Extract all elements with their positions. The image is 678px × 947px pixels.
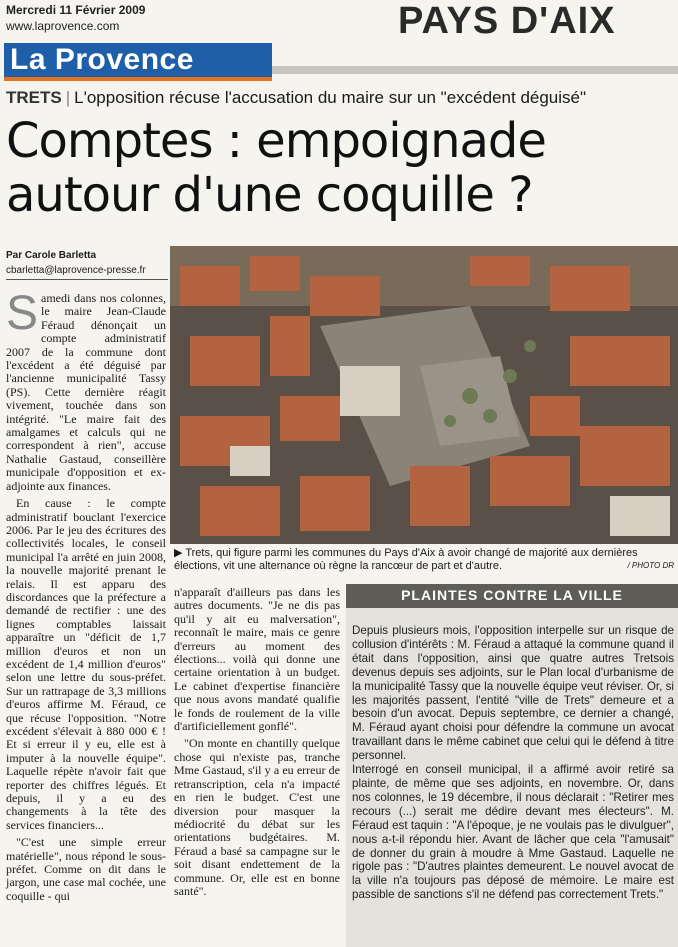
drop-cap: S [6, 287, 39, 340]
byline-rule [6, 279, 168, 280]
section-title: PAYS D'AIX [398, 0, 616, 42]
kicker [6, 88, 586, 108]
paragraph [6, 287, 166, 493]
headline [6, 114, 546, 222]
sidebar-header [346, 584, 678, 608]
headline-line-2: autour d'une coquille ? [6, 167, 533, 223]
photo-credit: / PHOTO DR [627, 561, 674, 570]
paragraph: "C'est une simple erreur matérielle", nous répond le sous-préfet. Comme on dit dans le jargon, une case mal cochée, une coquille - qui [6, 835, 166, 903]
paragraph-text: amedi dans nos colonnes, le maire Jean-Claude Féraud dénonçait un compte administratif 2007 de la commune dont l'excédent a été déguisé par l'ancienne municipalité Tassy (PS). Cette dernière réagit vivement, touchée dans son intégrité. "Le maire fait des amalgames et calculs qui ne correspondent à rien", accuse Nathalie Gastaud, conseillère municipale d'opposition et ex-adjointe aux finances. [6, 291, 166, 493]
kicker-place: TRETS [6, 88, 62, 107]
paragraph: Interrogé en conseil municipal, il a affirmé avoir retiré sa plainte, de même que ses adjoints, en novembre. Or, dans nos colonnes, le 19 décembre, il nous déclarait : "Retirer mes recours (...) serait me dédire devant mes électeurs". M. Féraud est taquin : "A l'époque, je ne voulais pas le divulguer", nous a-t-il répondu hier. Avant de lâcher que cela "l'amusait" de donner du grain à moudre à Mme Gastaud. Laquelle ne rigole pas : "D'autres plaintes demeurent. Le nouvel avocat de la ville n'a toujours pas déposé de mémoire. Le maire est passible de sanctions s'il ne défend pas correctement Trets." [352, 763, 674, 902]
headline-line-1: Comptes : empoignade [6, 113, 546, 169]
issue-date: Mercredi 11 Février 2009 [6, 3, 146, 17]
aerial-town-photo [170, 246, 678, 544]
sidebar-body [352, 624, 674, 902]
kicker-text: L'opposition récuse l'accusation du maire sur un "excédent déguisé" [74, 88, 587, 107]
author-email: cbarletta@laprovence-presse.fr [6, 265, 146, 276]
newspaper-logo: La Provence [4, 43, 272, 77]
paragraph: n'apparaît d'ailleurs pas dans les autres documents. "Je ne dis pas qu'il y ait eu malversation", reconnaît le maire, mais ce genre d'erreurs au moment des élections... voilà qui donne une certaine orientation à un budget. Le cabinet d'expertise financière que nous avons mandaté qualifie le fonds de roulement de la ville d'artificiellement gonflé". [174, 585, 340, 734]
paragraph: Depuis plusieurs mois, l'opposition interpelle sur un risque de collusion d'intérêts : M. Féraud a attaqué la commune quand il était dans l'opposition, ainsi que quatre autres Tretsois devenus depuis ses adjoints, sur le Plan local d'urbanisme de la municipalité Tassy que la nouvelle équipe veut réviser. Or, si les majorités passent, l'entité "ville de Trets" demeure et a besoin d'un avocat. Depuis septembre, ce dernier a changé, M. Féraud ayant choisi pour défendre la commune un avocat travaillant dans le même cabinet que celui qui le défend à titre personnel. [352, 624, 674, 763]
photo-illustration [170, 246, 678, 544]
masthead-rule [272, 66, 678, 74]
byline: Par Carole Barletta [6, 250, 97, 261]
sidebar-box [346, 584, 678, 947]
sidebar-title: PLAINTES CONTRE LA VILLE [401, 587, 623, 603]
website-url: www.laprovence.com [6, 19, 120, 33]
paragraph: "On monte en chantilly quelque chose qui n'existe pas, tranche Mme Gastaud, s'il y a eu erreur de retranscription, cela n'a impacté en rien le budget. C'est une diversion pour masquer la médiocrité du débat sur les orientations budgétaires. M. Féraud a basé sa campagne sur le soit disant endettement de la commune. Or, elle est en bonne santé". [174, 736, 340, 898]
article-column-1 [6, 287, 166, 907]
paragraph: En cause : le compte administratif bouclant l'exercice 2006. Par le jeu des écritures des collectivités locales, le conseil municipal l'a arrêté en juin 2008, la nouvelle majorité prenant le relais. Il est apparu des discordances que la préfecture a demandé de rectifier : une des lignes comptables laissait apparaître un "déficit de 1,7 million d'euros et non un excédent de 1,4 million d'euros" selon une lettre du sous-préfet. Sur un rattrapage de 3,3 millions d'euros affirme M. Féraud, ce que récuse l'opposition. "Notre excédent s'élevait à 880 000 € ! Et si erreur il y eu, elle est à imputer à la nouvelle équipe". Laquelle répète n'avoir fait que reporter des chiffres légués. Et depuis, il y a eu des changements à la tête des services financiers... [6, 496, 166, 832]
logo-stripe [4, 77, 272, 81]
kicker-separator: | [65, 88, 71, 107]
photo-caption: ▶ Trets, qui figure parmi les communes du Pays d'Aix à avoir changé de majorité aux dernières élections, vit une alternance où règne la rancœur de part et d'autre. [174, 547, 638, 572]
masthead [0, 0, 678, 86]
article-column-2 [174, 586, 340, 902]
